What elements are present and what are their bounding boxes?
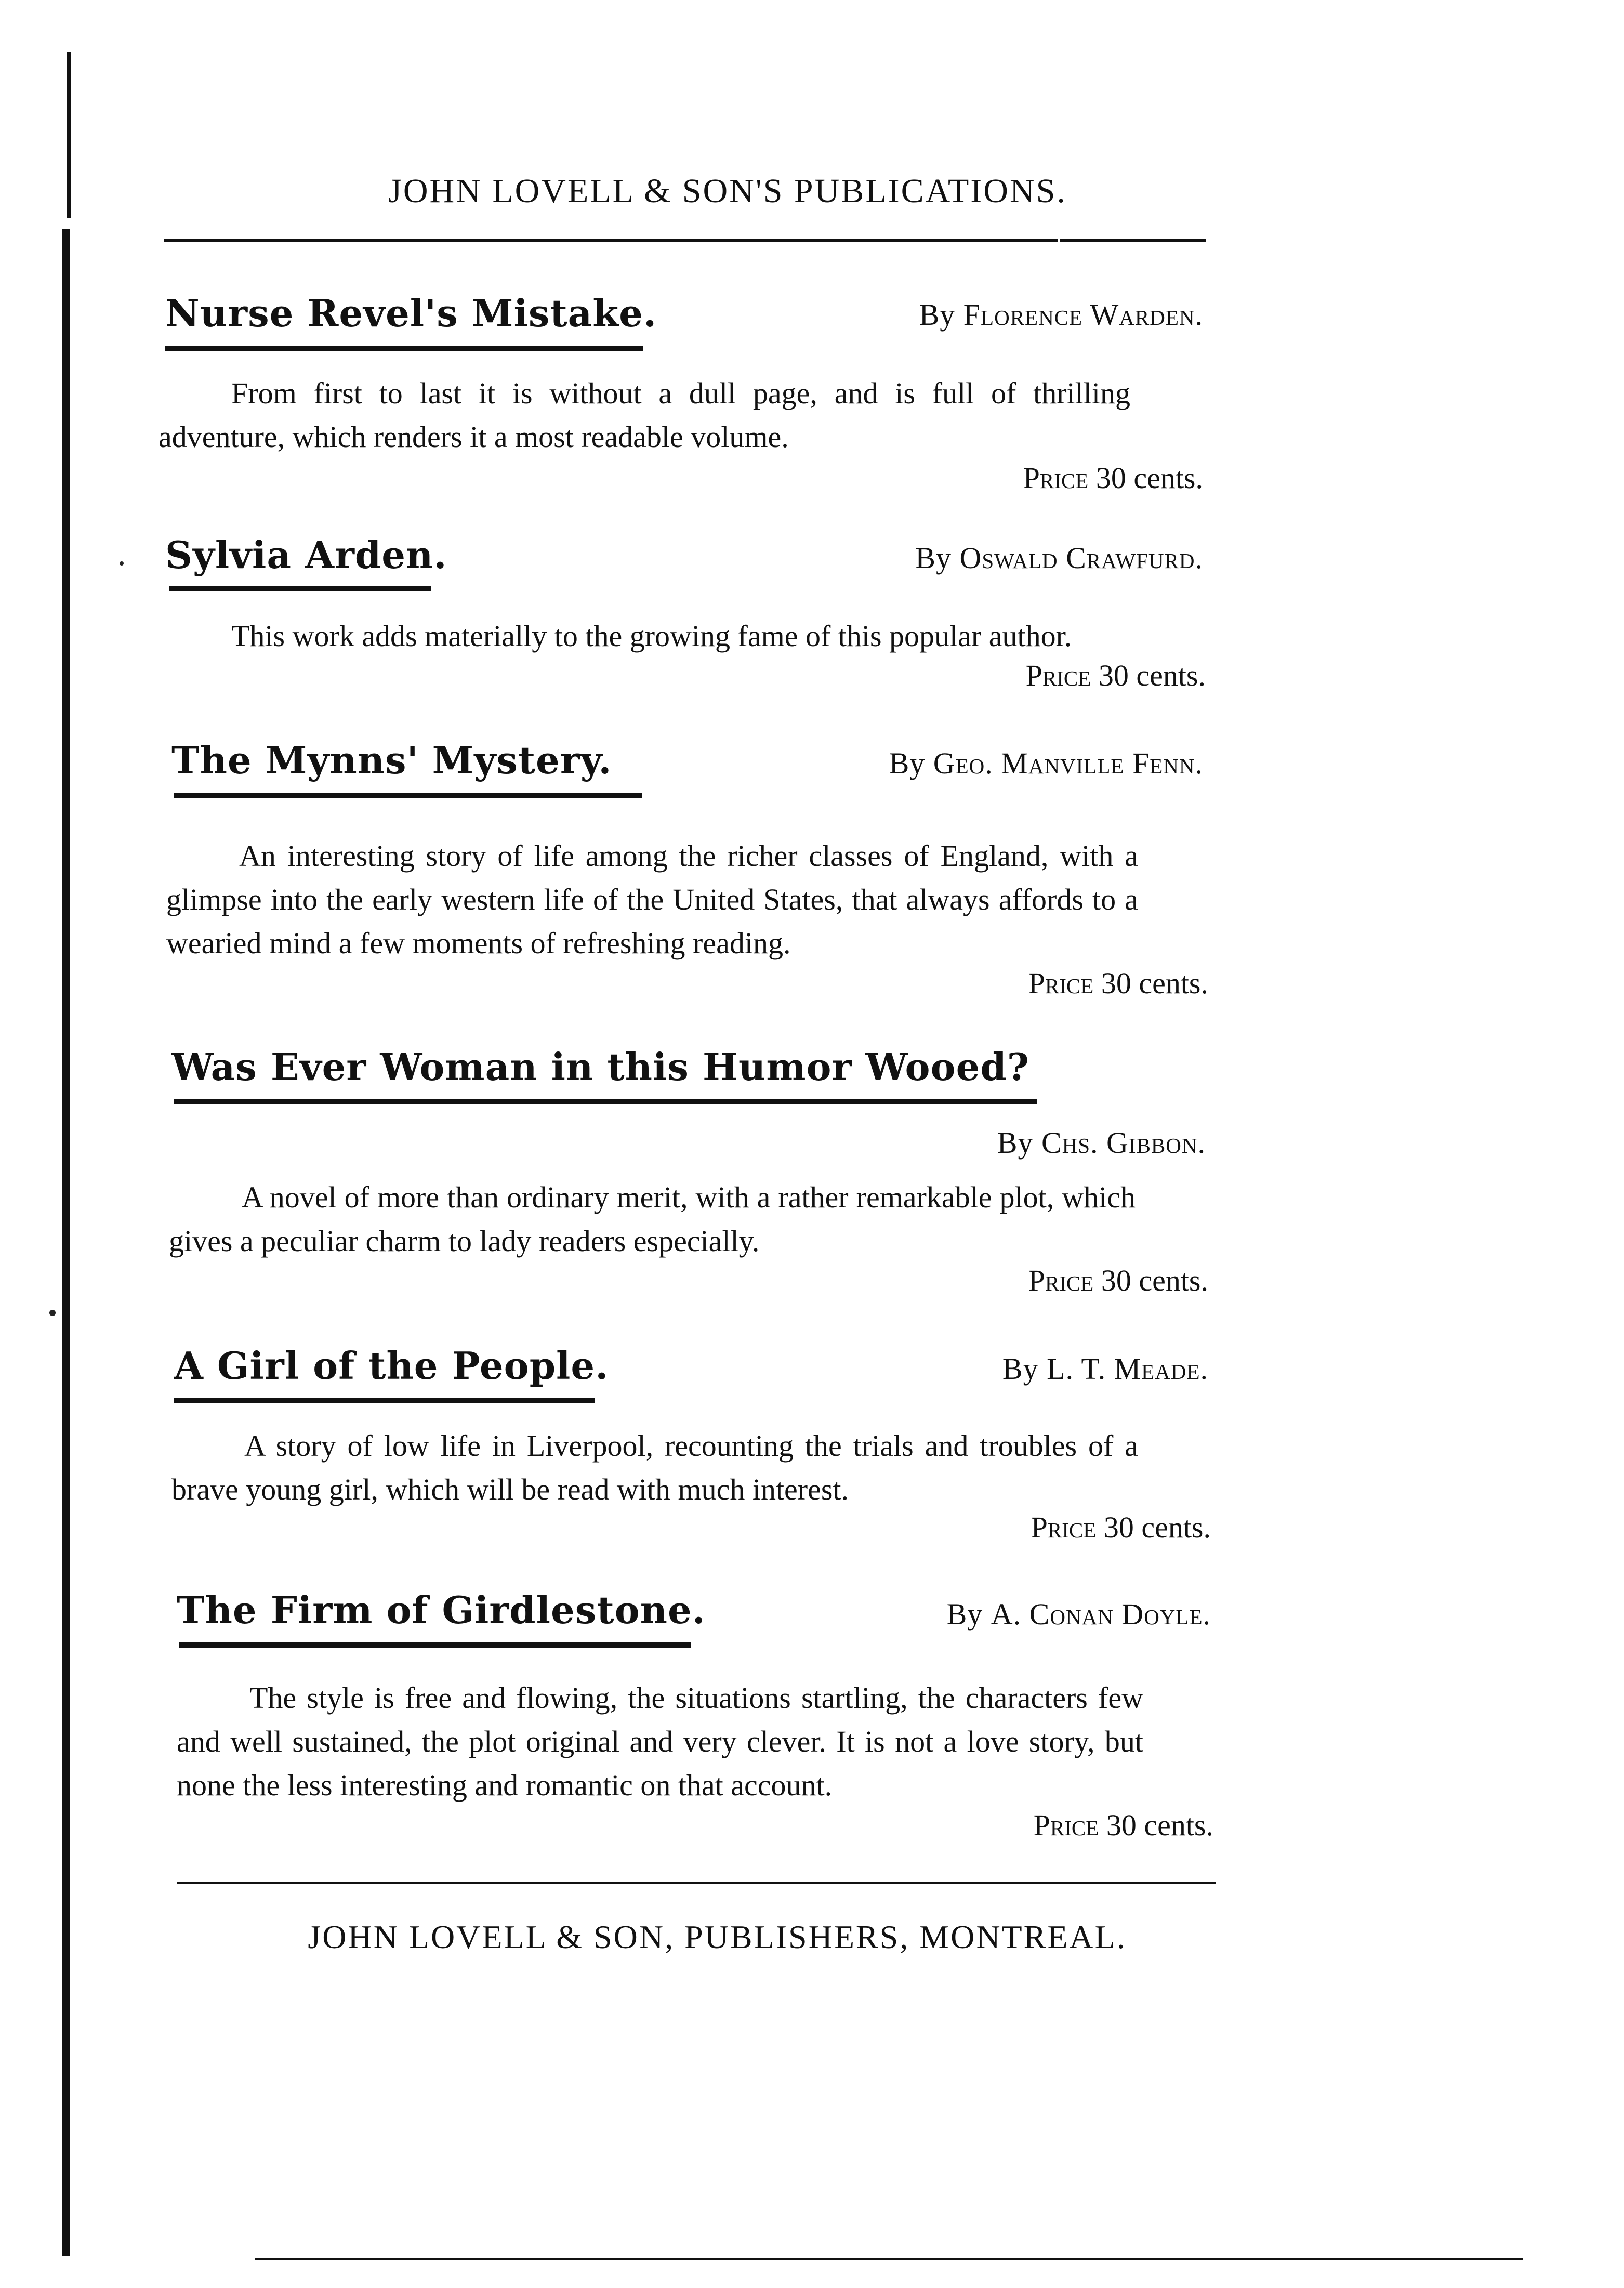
print-speck: [120, 561, 124, 566]
book-description: An interesting story of life among the richer classes of England, with a glimpse into the early western life of the United States, that always affords to a wearied mind a few moments of refreshing reading.: [166, 839, 1138, 960]
book-price: Price 30 cents.: [1025, 659, 1206, 692]
book-author: By L. T. Meade.: [1002, 1352, 1208, 1386]
print-speck: [49, 1310, 56, 1316]
book-title: Was Ever Woman in this Humor Wooed?: [171, 1045, 1029, 1089]
book-price: Price 30 cents.: [1023, 461, 1203, 495]
title-underline: [174, 1398, 595, 1403]
header-rule: [1060, 239, 1206, 242]
book-title: A Girl of the People.: [174, 1344, 609, 1388]
book-author: By A. Conan Doyle.: [946, 1597, 1211, 1631]
book-description: The style is free and flowing, the situations startling, the characters few and well sustained, the plot original and very clever. It is not a love story, but none the less interesting and romantic on that account.: [177, 1681, 1143, 1802]
title-underline: [174, 1099, 1037, 1104]
title-underline: [165, 346, 643, 351]
book-title: The Firm of Girdlestone.: [177, 1588, 706, 1632]
book-description: This work adds materially to the growing fame of this popular author.: [231, 619, 1072, 653]
book-title: Nurse Revel's Mistake.: [165, 291, 657, 335]
book-price: Price 30 cents.: [1031, 1510, 1211, 1544]
title-underline: [174, 793, 642, 798]
title-underline: [179, 1642, 691, 1648]
footer-rule: [177, 1882, 1216, 1884]
book-description: From first to last it is without a dull page, and is full of thrilling adventure, which renders it a most readable volume.: [159, 376, 1130, 454]
page-header: JOHN LOVELL & SON'S PUBLICATIONS.: [388, 172, 1067, 210]
book-price: Price 30 cents.: [1028, 966, 1208, 1000]
page-footer: JOHN LOVELL & SON, PUBLISHERS, MONTREAL.: [308, 1918, 1127, 1955]
book-price: Price 30 cents.: [1028, 1264, 1208, 1297]
book-title: Sylvia Arden.: [165, 533, 447, 577]
book-price: Price 30 cents.: [1033, 1808, 1213, 1842]
book-title: The Mynns' Mystery.: [171, 738, 612, 782]
book-author: By Geo. Manville Fenn.: [889, 746, 1203, 780]
book-author: By Chs. Gibbon.: [997, 1126, 1206, 1160]
bottom-edge-rule: [255, 2258, 1523, 2260]
header-rule: [164, 239, 1058, 242]
book-author: By Oswald Crawfurd.: [915, 541, 1203, 575]
title-underline: [169, 586, 431, 591]
book-author: By Florence Warden.: [919, 298, 1203, 332]
book-description: A novel of more than ordinary merit, with a rather remarkable plot, which gives a peculiar charm to lady readers especially.: [169, 1180, 1136, 1258]
book-description: A story of low life in Liverpool, recounting the trials and troubles of a brave young girl, which will be read with much interest.: [171, 1429, 1138, 1506]
